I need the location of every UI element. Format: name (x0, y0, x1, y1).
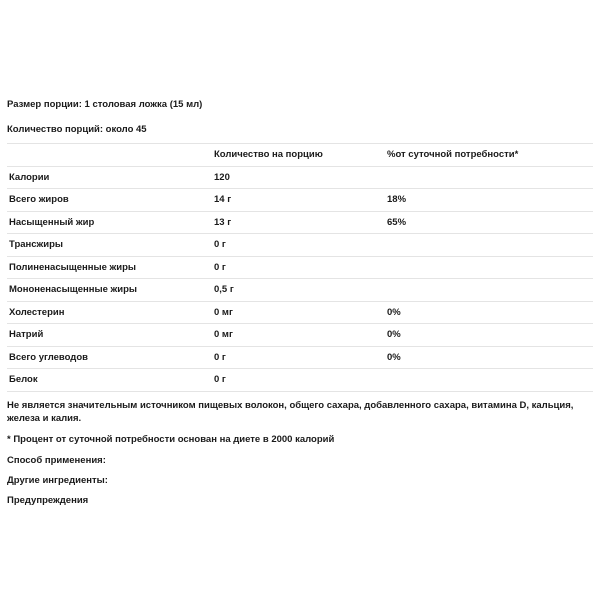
servings-per-container: Количество порций: около 45 (7, 124, 147, 135)
daily-value-footnote: * Процент от суточной потребности основан на диете в 2000 калорий (7, 433, 335, 445)
nutrient-amount: 14 г (214, 189, 387, 212)
nutrient-name: Натрий (7, 324, 214, 347)
warnings-heading: Предупреждения (7, 494, 89, 506)
nutrient-amount: 0 г (214, 346, 387, 369)
nutrition-table (7, 143, 593, 392)
table-row (7, 166, 593, 189)
table-row (7, 301, 593, 324)
table-row (7, 346, 593, 369)
nutrient-daily-value: 0% (387, 346, 593, 369)
table-row (7, 234, 593, 257)
header-nutrient (7, 144, 214, 167)
nutrient-amount: 120 (214, 166, 387, 189)
table-row (7, 279, 593, 302)
table-row (7, 211, 593, 234)
nutrient-amount: 0 мг (214, 324, 387, 347)
nutrient-name: Мононенасыщенные жиры (7, 279, 214, 302)
nutrient-amount: 0 г (214, 369, 387, 392)
nutrient-name: Всего углеводов (7, 346, 214, 369)
table-row (7, 256, 593, 279)
nutrient-name: Трансжиры (7, 234, 214, 257)
nutrient-name: Полиненасыщенные жиры (7, 256, 214, 279)
nutrient-amount: 0,5 г (214, 279, 387, 302)
other-ingredients-heading: Другие ингредиенты: (7, 474, 108, 486)
table-row (7, 189, 593, 212)
nutrient-daily-value (387, 279, 593, 302)
nutrient-daily-value (387, 256, 593, 279)
nutrient-amount: 13 г (214, 211, 387, 234)
table-header-row (7, 144, 593, 167)
nutrient-name: Калории (7, 166, 214, 189)
header-daily-value: %от суточной потребности* (387, 144, 593, 167)
table-row (7, 369, 593, 392)
usage-heading: Способ применения: (7, 454, 106, 466)
nutrient-name: Холестерин (7, 301, 214, 324)
nutrient-daily-value: 0% (387, 324, 593, 347)
nutrient-daily-value: 0% (387, 301, 593, 324)
table-row (7, 324, 593, 347)
nutrient-name: Всего жиров (7, 189, 214, 212)
not-significant-source-note: Не является значительным источником пищевых волокон, общего сахара, добавленного сахара, витамина D, кальция, железа и калия. (7, 399, 574, 424)
supplement-facts (7, 99, 593, 506)
nutrient-daily-value: 18% (387, 189, 593, 212)
serving-size: Размер порции: 1 столовая ложка (15 мл) (7, 99, 203, 110)
header-amount: Количество на порцию (214, 144, 387, 167)
nutrient-name: Насыщенный жир (7, 211, 214, 234)
nutrient-daily-value: 65% (387, 211, 593, 234)
nutrient-daily-value (387, 234, 593, 257)
nutrient-daily-value (387, 369, 593, 392)
nutrient-amount: 0 г (214, 256, 387, 279)
nutrient-amount: 0 г (214, 234, 387, 257)
nutrient-amount: 0 мг (214, 301, 387, 324)
nutrient-name: Белок (7, 369, 214, 392)
nutrient-daily-value (387, 166, 593, 189)
